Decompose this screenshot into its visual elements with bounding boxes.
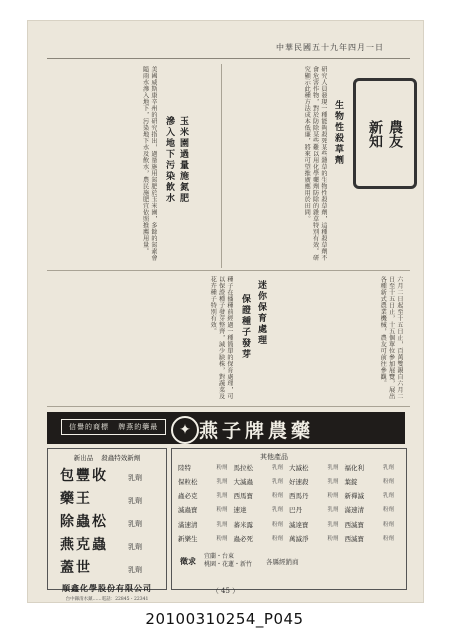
other-product-name: 蟲必克 xyxy=(178,492,198,501)
other-product-name: 西馬丹 xyxy=(289,492,309,501)
other-product-name: 速達 xyxy=(233,506,247,515)
new-product-type: 乳劑 xyxy=(128,566,142,574)
dealer-cities-line-2: 桃園・花蓮・新竹 xyxy=(204,561,253,568)
article-2-title: 玉米園過量施氮肥 xyxy=(178,116,188,204)
other-product-name: 滿速清 xyxy=(344,506,364,515)
other-product-type: 乳劑 xyxy=(271,507,283,514)
other-product-type: 粉劑 xyxy=(382,507,394,514)
article-2-body: 美國威斯康辛州的研究指出，過量施用氮肥於玉米園，多餘的氮素會隨雨水滲入地下，污染地下水及飲水，農民施肥宜依照推薦用量。 xyxy=(141,66,157,261)
other-product-item xyxy=(178,463,234,476)
other-product-name: 好速殺 xyxy=(289,478,309,487)
other-products-title: 其他產品 xyxy=(260,453,288,461)
new-products-title xyxy=(48,453,166,462)
other-product-name: 保粒松 xyxy=(178,478,198,487)
new-product-type: 乳劑 xyxy=(128,543,142,551)
new-product-name: 蓋世 xyxy=(60,560,92,576)
page-header: 中華民國五十九年四月一日 xyxy=(276,43,384,52)
other-product-name: 大滅蟲 xyxy=(233,478,253,487)
ad-slogan-2: 牌燕的藥最 xyxy=(118,423,159,431)
other-product-type: 乳劑 xyxy=(216,521,228,528)
article-3-subtitle: 保證種子發芽 xyxy=(240,294,250,360)
new-product-row xyxy=(60,511,166,531)
other-product-type: 粉劑 xyxy=(382,535,394,542)
other-product-name: 滿速清 xyxy=(178,520,198,529)
other-product-name: 蟲必死 xyxy=(233,534,253,543)
dealer-recruitment xyxy=(180,553,400,569)
other-product-type: 乳劑 xyxy=(382,493,394,500)
other-product-type: 粉劑 xyxy=(327,493,339,500)
new-product-name: 藥王 xyxy=(60,491,92,507)
other-product-item xyxy=(289,477,345,490)
other-product-item xyxy=(234,491,290,504)
other-product-item xyxy=(345,463,401,476)
other-product-item xyxy=(178,505,234,518)
page-number: （ 45 ） xyxy=(211,587,240,595)
article-1-title: 生物性殺草劑 xyxy=(333,100,343,166)
other-product-type: 乳劑 xyxy=(382,465,394,471)
other-product-name: 大滅松 xyxy=(289,464,309,472)
other-product-type: 乳劑 xyxy=(271,465,283,471)
dealer-suffix: 各縣經銷商 xyxy=(266,557,299,566)
other-product-item xyxy=(345,505,401,518)
new-product-name: 包豐收 xyxy=(60,468,108,484)
new-product-type: 乳劑 xyxy=(128,474,142,482)
new-product-row xyxy=(60,465,166,485)
other-product-name: 西滅寶 xyxy=(344,534,364,543)
column-title-line-1: 農友 xyxy=(387,119,403,148)
column-title-line-2: 新知 xyxy=(367,119,383,148)
ad-slogan xyxy=(61,419,166,435)
other-product-item xyxy=(178,477,234,490)
other-product-type: 粉劑 xyxy=(382,479,394,486)
other-product-item xyxy=(289,463,345,476)
archive-caption: 20100310254_P045 xyxy=(145,610,304,628)
other-product-item xyxy=(345,520,401,533)
other-products-list xyxy=(178,463,400,547)
new-products-panel xyxy=(47,448,167,602)
other-product-name: 新樂生 xyxy=(178,534,198,543)
other-product-item xyxy=(289,505,345,518)
other-product-item xyxy=(234,505,290,518)
other-product-name: 西馬寶 xyxy=(233,492,253,501)
other-product-type: 粉劑 xyxy=(271,535,283,542)
company-name: 順鑫化學股份有限公司 xyxy=(62,583,152,593)
new-product-row xyxy=(60,488,166,508)
other-product-item xyxy=(289,534,345,547)
other-product-name: 蕃米露 xyxy=(233,520,253,529)
other-product-item xyxy=(178,534,234,547)
other-product-type: 粉劑 xyxy=(327,535,339,542)
other-product-item xyxy=(234,520,290,533)
article-3-body-right: 六月二日起至十五日止，百萬雙親自六月二日至十五日止，十五個單位參加展覽，展出各種新式農業機械，農友可前往參觀。 xyxy=(379,276,403,400)
other-product-name: 巴丹 xyxy=(289,506,302,515)
dealer-cities xyxy=(204,553,252,569)
other-product-item xyxy=(289,520,345,533)
other-product-type: 粉劑 xyxy=(216,507,228,514)
new-product-row xyxy=(60,557,166,577)
column-divider-top xyxy=(221,64,222,268)
dealer-label: 徵求 xyxy=(180,555,196,566)
pesticide-advertisement xyxy=(47,412,405,602)
other-product-type: 乳劑 xyxy=(216,479,228,486)
other-product-type: 粉劑 xyxy=(216,465,228,471)
other-product-item xyxy=(178,520,234,533)
section-rule-2 xyxy=(47,406,410,407)
article-1-body: 研究人員發現一種能夠殺死某些雜草的生物性殺草劑，這種殺草劑不會危害作物，對於防除某些難以用化學藥劑防除的雜草特別有效。研究顯示此種方法成本低廉，將來可望推廣應用於田間。 xyxy=(303,66,327,261)
ad-banner xyxy=(47,412,405,444)
other-product-name: 萬滅淨 xyxy=(289,534,309,543)
other-product-type: 乳劑 xyxy=(216,493,228,500)
article-3-title: 迷你保育處理 xyxy=(256,280,266,346)
magazine-page xyxy=(27,20,424,603)
other-products-panel xyxy=(171,448,407,590)
other-product-item xyxy=(345,477,401,490)
swallow-logo-icon: ✦ xyxy=(171,416,199,444)
article-3-body: 種子在播種前經過一種簡單的保育處理，可以保證種子發芽整齊，減少缺株，對蔬菜及花卉種子特別有效。 xyxy=(209,276,233,400)
column-title xyxy=(365,120,405,148)
other-product-name: 新禪滅 xyxy=(344,492,364,501)
section-rule-1 xyxy=(47,270,410,271)
other-product-item xyxy=(234,463,290,476)
other-product-type: 乳劑 xyxy=(327,521,339,528)
company-address: 台中縣清水鎮……電話：22845・22341 xyxy=(65,597,149,602)
other-product-type: 粉劑 xyxy=(271,493,283,500)
other-product-item xyxy=(178,491,234,504)
ad-slogan-1: 信譽的商標 xyxy=(69,423,109,431)
other-product-type: 乳劑 xyxy=(271,479,283,486)
other-product-name: 滅蟲寶 xyxy=(178,506,198,515)
other-product-name: 葉錠 xyxy=(344,478,358,487)
other-product-item xyxy=(345,534,401,547)
column-title-box xyxy=(353,78,417,189)
new-products-title-2: 殺蟲特效新劑 xyxy=(101,454,141,462)
new-product-type: 乳劑 xyxy=(128,520,142,528)
other-product-item xyxy=(234,534,290,547)
new-product-name: 燕克蟲 xyxy=(60,537,108,553)
new-products-title-1: 新出品 xyxy=(73,454,94,462)
other-product-type: 乳劑 xyxy=(327,479,339,486)
other-product-name: 馬拉松 xyxy=(233,464,253,472)
other-product-name: 滅達寶 xyxy=(289,520,309,529)
other-product-name: 西滅寶 xyxy=(344,520,364,529)
other-product-type: 粉劑 xyxy=(271,521,283,528)
other-product-name: 福化利 xyxy=(344,464,364,472)
dealer-cities-line-1: 宜蘭・台東 xyxy=(204,553,235,560)
other-product-item xyxy=(289,491,345,504)
other-product-item xyxy=(345,491,401,504)
other-product-type: 粉劑 xyxy=(216,535,228,542)
other-product-item xyxy=(234,477,290,490)
other-product-type: 乳劑 xyxy=(327,507,339,514)
ad-brand-name: 燕子牌農藥 xyxy=(199,420,315,442)
other-product-name: 陸特 xyxy=(178,464,191,472)
header-rule xyxy=(47,58,410,59)
other-product-type: 乳劑 xyxy=(327,465,339,471)
other-product-type: 粉劑 xyxy=(382,521,394,528)
article-2-subtitle: 滲入地下污染飲水 xyxy=(164,116,174,204)
new-product-row xyxy=(60,534,166,554)
new-product-name: 除蟲松 xyxy=(60,514,108,530)
new-product-type: 乳劑 xyxy=(128,497,142,505)
